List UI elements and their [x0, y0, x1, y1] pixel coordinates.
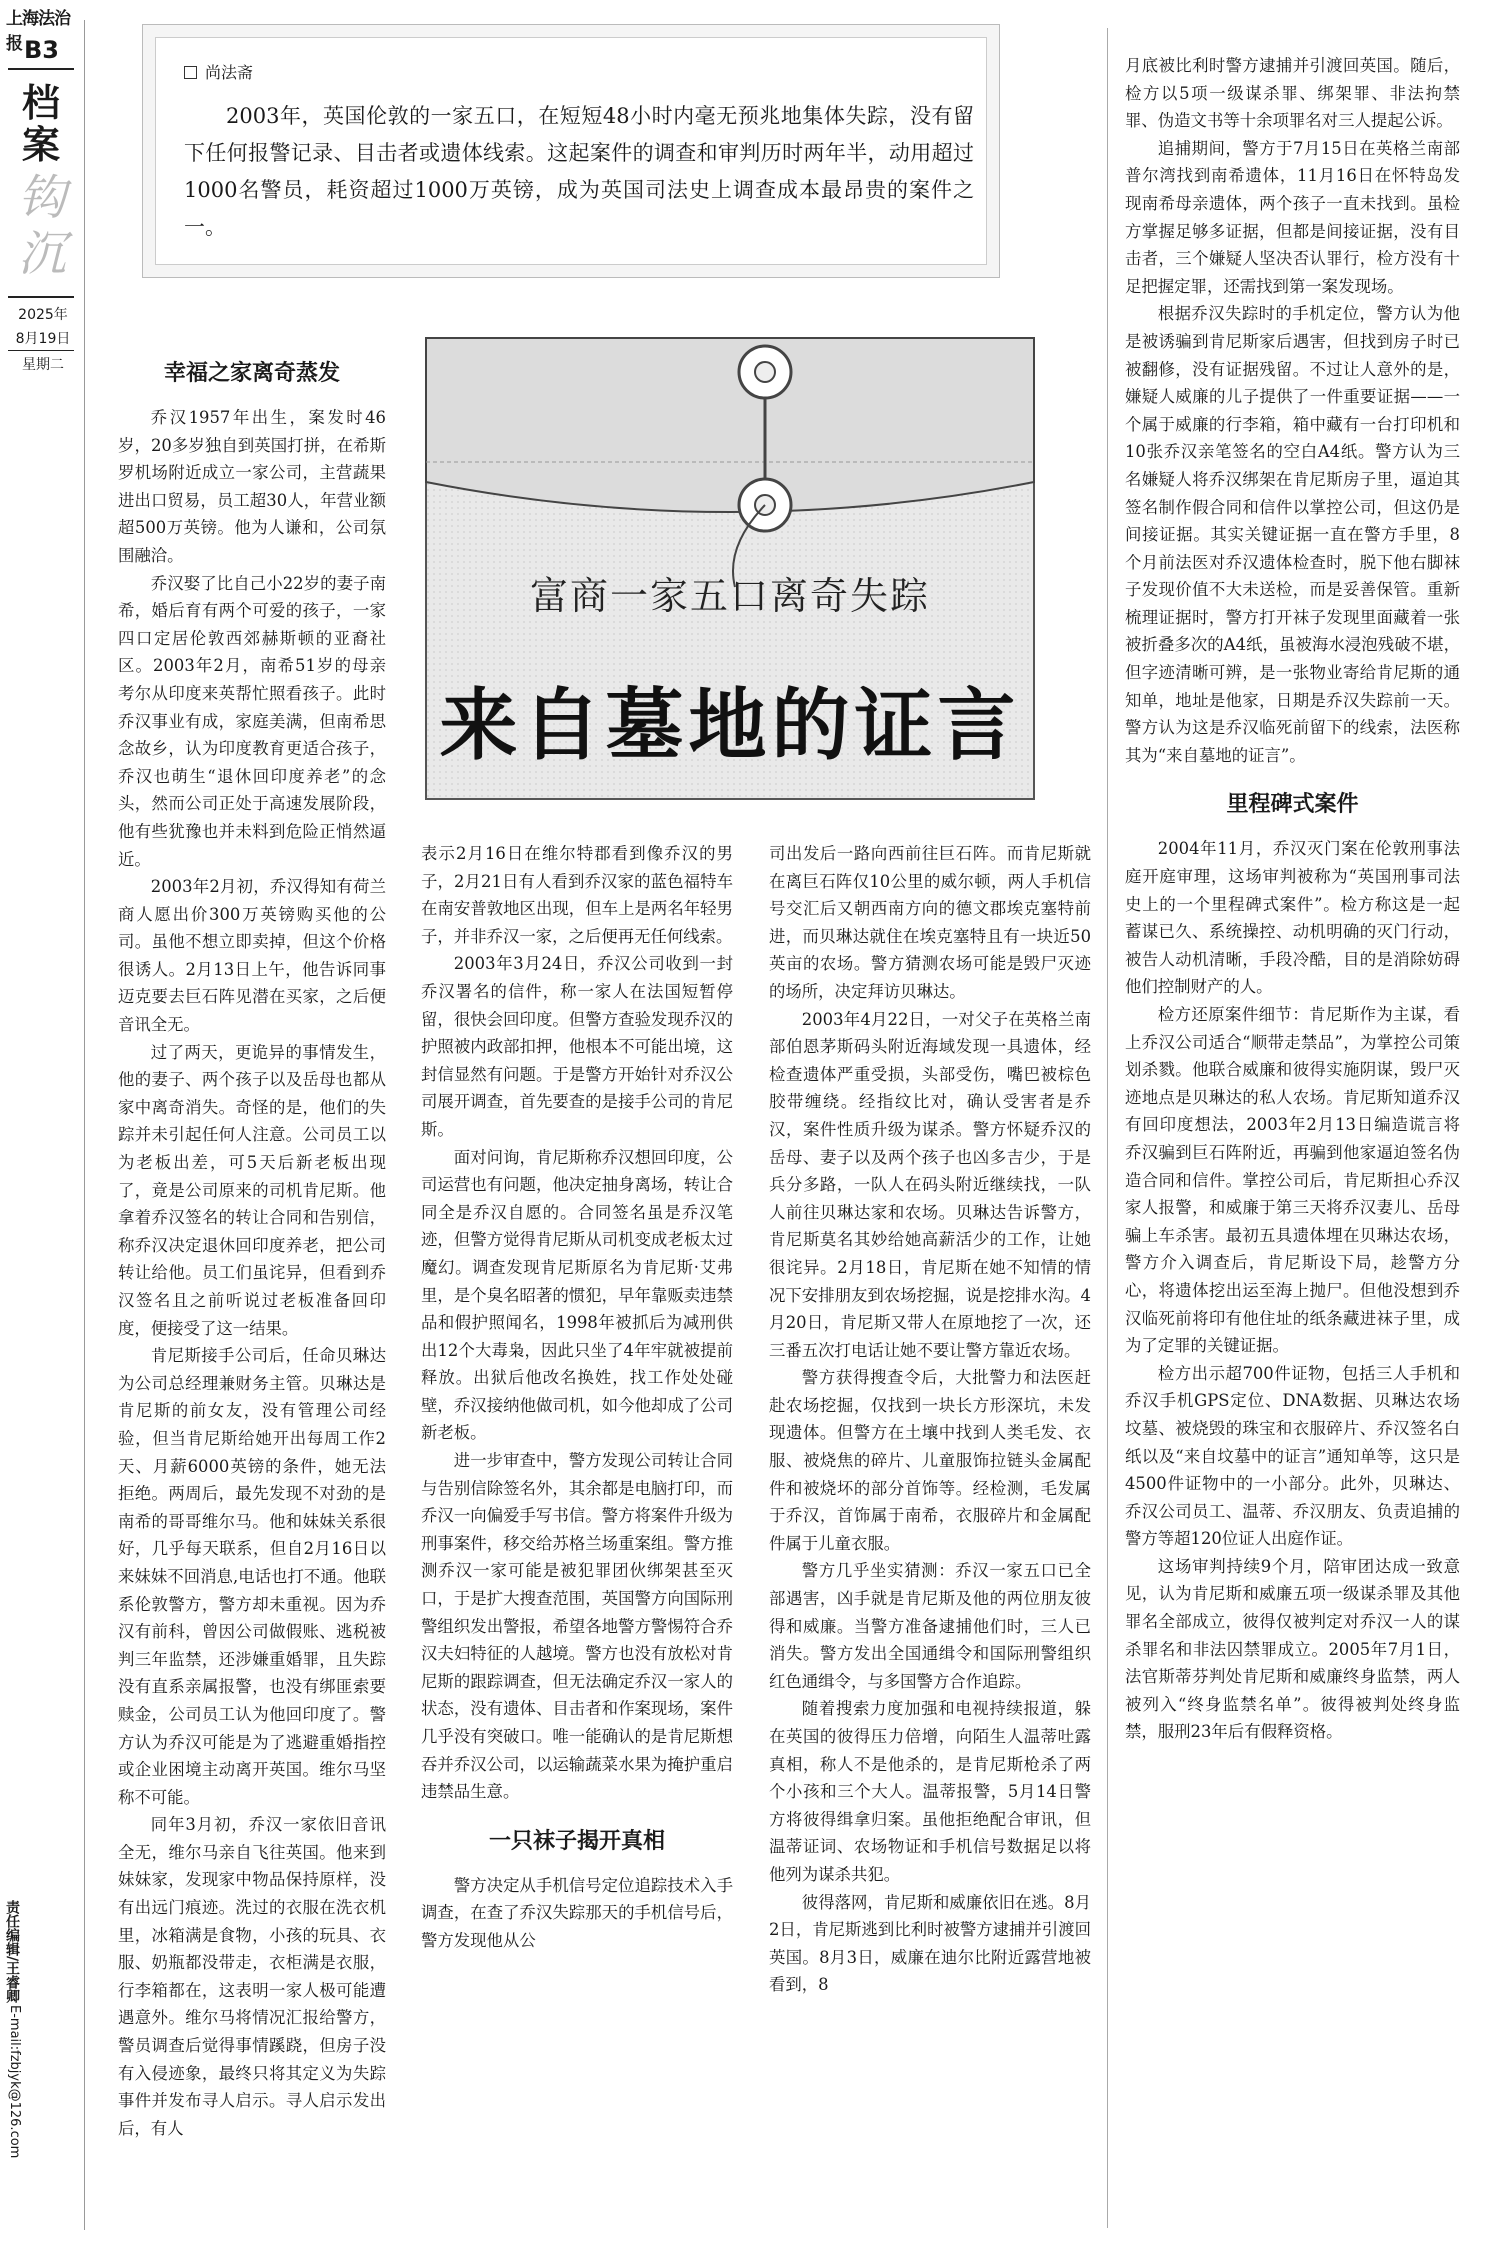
paragraph: 表示2月16日在维尔特郡看到像乔汉的男子，2月21日有人看到乔汉家的蓝色福特车在南安普敦地区出现，但车上是两名年轻男子，并非乔汉一家，之后便再无任何线索。 — [421, 844, 733, 946]
column-1 — [118, 358, 386, 2142]
date-day: 8月19日 — [15, 331, 71, 347]
paragraph: 检方还原案件细节：肯尼斯作为主谋，看上乔汉公司适合“顺带走禁品”，为掌控公司策划杀戮。他联合威廉和彼得实施阴谋，毁尸灭迹地点是贝琳达的私人农场。肯尼斯知道乔汉有回印度想法，2003年2月13日编造谎言将乔汉骗到巨石阵附近，再骗到他家逼迫签名伪造合同和信件。掌控公司后，肯尼斯担心乔汉家人报警，和威廉于第三天将乔汉妻儿、岳母骗上车杀害。最初五具遗体埋在贝琳达农场，警方介入调查后，肯尼斯设下局，趁警方分心，将遗体挖出运至海上抛尸。但他没想到乔汉临死前将印有他住址的纸条藏进袜子里，成为了定罪的关键证据。 — [1125, 1005, 1460, 1356]
masthead: 上海法治报 — [6, 9, 70, 54]
weekday: 星期二 — [22, 357, 64, 373]
column-3 — [769, 840, 1091, 1999]
headline: 来自墓地的证言 — [439, 680, 1021, 771]
section-heading-2: 一只袜子揭开真相 — [488, 1828, 665, 1854]
paragraph: 根据乔汉失踪时的手机定位，警方认为他是被诱骗到肯尼斯家后遇害，但找到房子时已被翻修，没有证据残留。不过让人意外的是，嫌疑人威廉的儿子提供了一件重要证据——一个属于威廉的行李箱，箱中藏有一台打印机和10张乔汉亲笔签名的空白A4纸。警方认为三名嫌疑人将乔汉绑架在肯尼斯房子里，逼迫其签名制作假合同和信件以掌控公司，但这仍是间接证据。其实关键证据一直在警方手里，8个月前法医对乔汉遗体检查时，脱下他右脚袜子发现价值不大未送检，而是妥善保管。重新梳理证据时，警方打开袜子发现里面藏着一张被折叠多次的A4纸，虽被海水浸泡残破不堪，但字迹清晰可辨，是一张物业寄给肯尼斯的通知单，地址是他家，日期是乔汉失踪前一天。警方认为这是乔汉临死前留下的线索，法医称其为“来自墓地的证言”。 — [1125, 304, 1460, 765]
paragraph: 同年3月初，乔汉一家依旧音讯全无，维尔马亲自飞往英国。他来到妹妹家，发现家中物品保持原样，没有出远门痕迹。洗过的衣服在洗衣机里，冰箱满是食物，小孩的玩具、衣服、奶瓶都没带走，衣柜满是衣服，行李箱都在，这表明一家人极可能遭遇意外。维尔马将情况汇报给警方，警员调查后觉得事情蹊跷，但房子没有入侵迹象，最终只将其定义为失踪事件并发布寻人启示。寻人启示发出后，有人 — [118, 1815, 386, 2138]
paragraph: 乔汉1957年出生，案发时46岁，20多岁独自到英国打拼，在希斯罗机场附近成立一家公司，主营蔬果进出口贸易，员工超30人，年营业额超500万英镑。他为人谦和，公司氛围融洽。 — [118, 408, 386, 565]
paragraph: 这场审判持续9个月，陪审团达成一致意见，认为肯尼斯和威廉五项一级谋杀罪及其他罪名全部成立，彼得仅被判定对乔汉一人的谋杀罪名和非法囚禁罪成立。2005年7月1日，法官斯蒂芬判处肯尼斯和威廉终身监禁，两人被列入“终身监禁名单”。彼得被判处终身监禁，服刑23年后有假释资格。 — [1125, 1556, 1460, 1742]
paragraph: 2003年2月初，乔汉得知有荷兰商人愿出价300万英镑购买他的公司。虽他不想立即卖掉，但这个价格很诱人。2月13日上午，他告诉同事迈克要去巨石阵见潜在买家，之后便音讯全无。 — [118, 877, 386, 1035]
column-2 — [421, 840, 733, 1955]
paragraph: 警方获得搜查令后，大批警力和法医赶赴农场挖掘，仅找到一块长方形深坑，未发现遗体。但警方在土壤中找到人类毛发、衣服、被烧焦的碎片、儿童服饰拉链头金属配件和被烧坏的部分首饰等。经检测，毛发属于乔汉，首饰属于南希，衣服碎片和金属配件属于儿童衣服。 — [769, 1368, 1091, 1553]
author-name: 尚法斋 — [205, 63, 254, 82]
subtitle: 富商一家五口离奇失踪 — [529, 574, 930, 618]
paragraph: 2004年11月，乔汉灭门案在伦敦刑事法庭开庭审理，这场审判被称为“英国刑事司法史上的一个里程碑式案件”。检方称这是一起蓄谋已久、系统操控、动机明确的灭门行动，被告人动机清晰，手段冷酷，目的是消除妨碍他们控制财产的人。 — [1125, 839, 1460, 997]
section-heading-1: 幸福之家离奇蒸发 — [163, 361, 340, 386]
page-number: B3 — [24, 36, 59, 64]
paragraph: 乔汉娶了比自己小22岁的妻子南希，婚后育有两个可爱的孩子，一家四口定居伦敦西郊赫斯顿的亚裔社区。2003年2月，南希51岁的母亲考尔从印度来英帮忙照看孩子。此时乔汉事业有成，家庭美满，但南希思念故乡，认为印度教育更适合孩子，乔汉也萌生“退休回印度养老”的念头，然而公司正处于高速发展阶段，他有些犹豫也并未料到危险正悄然逼近。 — [118, 573, 386, 869]
paragraph: 面对问询，肯尼斯称乔汉想回印度，公司运营也有问题，他决定抽身离场，转让合同全是乔汉自愿的。合同签名虽是乔汉笔迹，但警方觉得肯尼斯从司机变成老板太过魔幻。调查发现肯尼斯原名为肯尼斯·艾弗里，是个臭名昭著的惯犯，早年靠贩卖违禁品和假护照闻名，1998年被抓后为减刑供出12个大毒枭，因此只坐了4年牢就被提前释放。出狱后他改名换姓，找工作处处碰壁，乔汉接纳他做司机，如今他却成了公司新老板。 — [421, 1147, 733, 1443]
paragraph: 肯尼斯接手公司后，任命贝琳达为公司总经理兼财务主管。贝琳达是肯尼斯的前女友，没有管理公司经验，但当肯尼斯给她开出每周工作2天、月薪6000英镑的条件，她无法拒绝。两周后，最先发现不对劲的是南希的哥哥维尔马。他和妹妹关系很好，几乎每天联系，但自2月16日以来妹妹不回消息,电话也打不通。他联系伦敦警方，警方却未重视。因为乔汉有前科，曾因公司做假账、逃税被判三年监禁，还涉嫌重婚罪，且失踪没有直系亲属报警，也没有绑匪索要赎金，公司员工认为他回印度了。警方认为乔汉可能是为了逃避重婚指控或企业困境主动离开英国。维尔马坚称不可能。 — [118, 1346, 386, 1807]
editor-email: E-mail:fzbjyk@126.com — [7, 2005, 22, 2159]
editor-label: 责任编辑/王睿卿 — [4, 1900, 20, 2004]
column-name-gou-chen: 钩沉 — [17, 170, 66, 282]
column-divider — [1107, 28, 1108, 2228]
date-year: 2025年 — [18, 307, 68, 323]
paragraph: 警方决定从手机信号定位追踪技术入手调查，在查了乔汉失踪那天的手机信号后，警方发现他从公 — [421, 1875, 733, 1950]
square-icon — [184, 66, 197, 79]
paragraph: 彼得落网，肯尼斯和威廉依旧在逃。8月2日，肯尼斯逃到比利时被警方逮捕并引渡回英国。8月3日，威廉在迪尔比附近露营地被看到，8 — [769, 1892, 1091, 1995]
rail-rule-top — [8, 68, 74, 70]
rail-divider — [84, 20, 85, 2230]
paragraph: 司出发后一路向西前往巨石阵。而肯尼斯就在离巨石阵仅10公里的威尔顿，两人手机信号交汇后又朝西南方向的德文郡埃克塞特前进，而贝琳达就住在埃克塞特且有一块近50英亩的农场。警方猜测农场可能是毁尸灭迹的场所，决定拜访贝琳达。 — [769, 844, 1091, 1001]
column-4 — [1125, 52, 1460, 1746]
paragraph: 过了两天，更诡异的事情发生，他的妻子、两个孩子以及岳母也都从家中离奇消失。奇怪的是，他们的失踪并未引起任何人注意。公司员工以为老板出差，可5天后新老板出现了，竟是公司原来的司机肯尼斯。他拿着乔汉签名的转让合同和告别信，称乔汉决定退休回印度养老，把公司转让给他。员工们虽诧异，但看到乔汉签名且之前听说过老板准备回印度，便接受了这一结果。 — [118, 1042, 386, 1338]
section-heading-3: 里程碑式案件 — [1226, 792, 1359, 818]
lead-box-inner — [155, 37, 987, 265]
column-name-dang-an: 档案 — [21, 80, 60, 167]
paragraph: 检方出示超700件证物，包括三人手机和乔汉手机GPS定位、DNA数据、贝琳达农场坟墓、被烧毁的珠宝和衣服碎片、乔汉签名白纸以及“来自坟墓中的证言”通知单等，这只是4500件证物中的一小部分。此外，贝琳达、乔汉公司员工、温蒂、乔汉朋友、负责追捕的警方等超120位证人出庭作证。 — [1125, 1363, 1460, 1549]
rail-rule-mid — [8, 296, 74, 298]
paragraph: 随着搜索力度加强和电视持续报道，躲在英国的彼得压力倍增，向陌生人温蒂吐露真相，称人不是他杀的，是肯尼斯枪杀了两个小孩和三个大人。温蒂报警，5月14日警方将彼得缉拿归案。虽他拒绝配合审讯，但温蒂证词、农场物证和手机信号数据足以将他列为谋杀共犯。 — [769, 1699, 1091, 1884]
paragraph: 2003年4月22日，一对父子在英格兰南部伯恩茅斯码头附近海域发现一具遗体，经检查遗体严重受损，头部受伤，嘴巴被棕色胶带缠绕。经指纹比对，确认受害者是乔汉，案件性质升级为谋杀。警方怀疑乔汉的岳母、妻子以及两个孩子也凶多吉少，于是兵分多路，一队人在码头附近继续找，一队人前往贝琳达家和农场。贝琳达告诉警方，肯尼斯莫名其妙给她高薪活少的工作，让她很诧异。2月18日，肯尼斯在她不知情的情况下安排朋友到农场挖掘，说是挖排水沟。4月20日，肯尼斯又带人在原地挖了一次，还三番五次打电话让她不要让警方靠近农场。 — [769, 1009, 1091, 1360]
lead-paragraph: 2003年，英国伦敦的一家五口，在短短48小时内毫无预兆地集体失踪，没有留下任何报警记录、目击者或遗体线索。这起案件的调查和审判历时两年半，动用超过1000名警员，耗资超过1000万英镑，成为英国司法史上调查成本最昂贵的案件之一。 — [184, 104, 974, 239]
lead-box — [142, 24, 1000, 278]
envelope-flap — [426, 338, 1034, 512]
paragraph: 进一步审查中，警方发现公司转让合同与告别信除签名外，其余都是电脑打印，而乔汉一向偏爱手写书信。警方将案件升级为刑事案件，移交给苏格兰场重案组。警方推测乔汉一家可能是被犯罪团伙绑架甚至灭口，于是扩大搜查范围，英国警方向国际刑警组织发出警报，希望各地警方警惕符合乔汉夫妇特征的人越境。警方也没有放松对肯尼斯的跟踪调查，但无法确定乔汉一家人的状态，没有遗体、目击者和作案现场，案件几乎没有突破口。唯一能确认的是肯尼斯想吞并乔汉公司，以运输蔬菜水果为掩护重启违禁品生意。 — [421, 1451, 733, 1802]
author-byline — [184, 60, 253, 83]
paragraph: 追捕期间，警方于7月15日在英格兰南部普尔湾找到南希遗体，11月16日在怀特岛发现南希母亲遗体，两个孩子一直未找到。虽检方掌握足够多证据，但都是间接证据，没有目击者，三个嫌疑人坚决否认罪行，检方没有十足把握定罪，还需找到第一案发现场。 — [1125, 138, 1460, 296]
paragraph: 警方几乎坐实猜测：乔汉一家五口已全部遇害，凶手就是肯尼斯及他的两位朋友彼得和威廉。当警方准备逮捕他们时，三人已消失。警方发出全国通缉令和国际刑警组织红色通缉令，与多国警方合作追踪。 — [769, 1561, 1091, 1691]
rail-rule-date — [8, 350, 74, 351]
paragraph: 月底被比利时警方逮捕并引渡回英国。随后，检方以5项一级谋杀罪、绑架罪、非法拘禁罪、伪造文书等十余项罪名对三人提起公诉。 — [1125, 56, 1460, 131]
paragraph: 2003年3月24日，乔汉公司收到一封乔汉署名的信件，称一家人在法国短暂停留，很快会回印度。但警方查验发现乔汉的护照被内政部扣押，他根本不可能出境，这封信显然有问题。于是警方开始针对乔汉公司展开调查，首先要查的是接手公司的肯尼斯。 — [421, 954, 733, 1139]
